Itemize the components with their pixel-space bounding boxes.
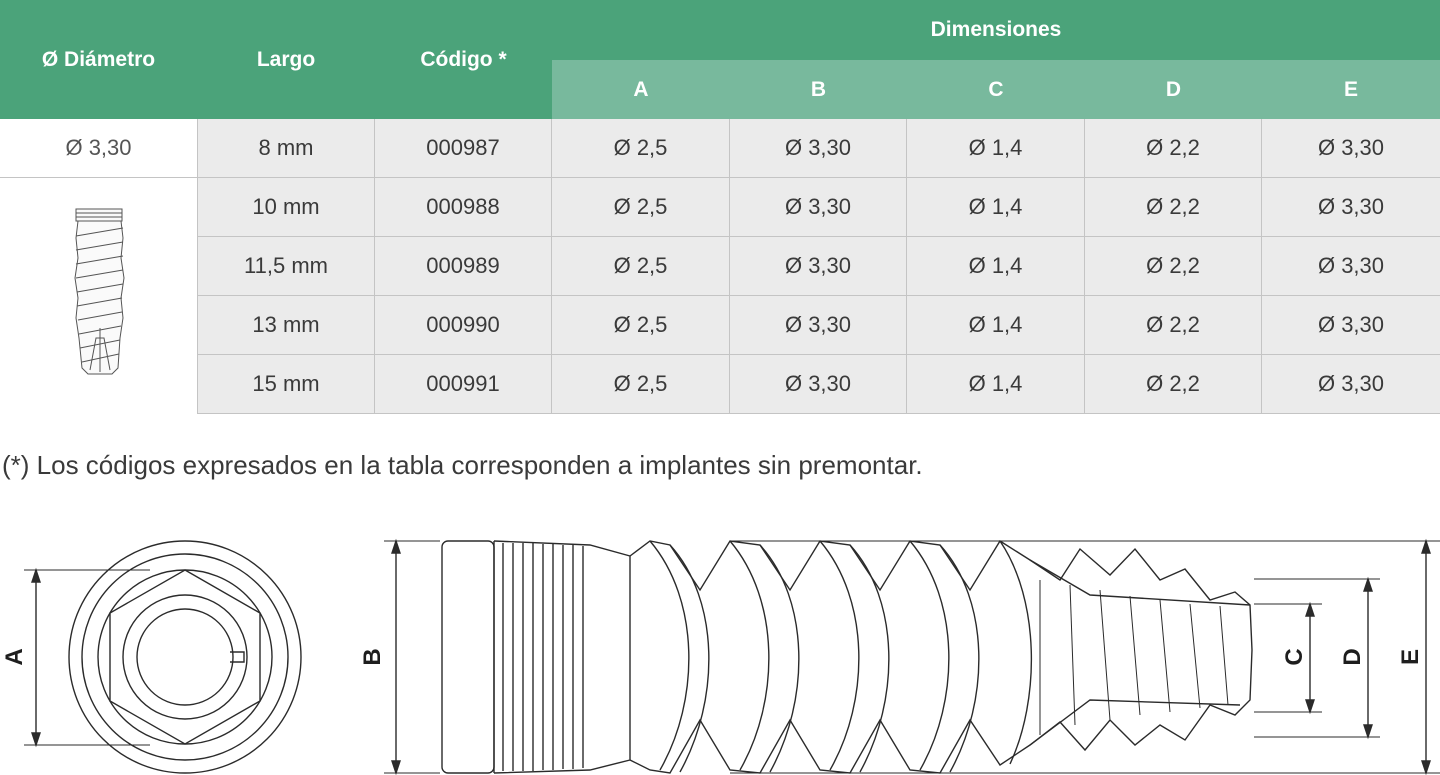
- cell-dim-d: Ø 2,2: [1085, 296, 1262, 355]
- header-codigo: Código *: [375, 0, 552, 119]
- cell-dim-d: Ø 2,2: [1085, 178, 1262, 237]
- dim-label-b: B: [359, 648, 386, 666]
- header-dim-e: E: [1262, 60, 1440, 119]
- cell-largo: 8 mm: [197, 119, 375, 178]
- cell-dim-a: Ø 2,5: [552, 178, 730, 237]
- cell-largo: 10 mm: [197, 178, 375, 237]
- cell-dim-c: Ø 1,4: [907, 178, 1085, 237]
- cell-dim-b: Ø 3,30: [730, 296, 907, 355]
- dim-label-e: E: [1397, 648, 1424, 666]
- cell-dim-d: Ø 2,2: [1085, 237, 1262, 296]
- cell-dim-d: Ø 2,2: [1085, 355, 1262, 414]
- dim-label-a: A: [1, 648, 28, 666]
- cell-dim-a: Ø 2,5: [552, 296, 730, 355]
- cell-dim-c: Ø 1,4: [907, 119, 1085, 178]
- header-largo: Largo: [197, 0, 375, 119]
- header-dim-c: C: [907, 60, 1085, 119]
- cell-dim-c: Ø 1,4: [907, 355, 1085, 414]
- cell-dim-e: Ø 3,30: [1262, 296, 1440, 355]
- cell-dim-a: Ø 2,5: [552, 355, 730, 414]
- cell-dim-c: Ø 1,4: [907, 237, 1085, 296]
- cell-dim-e: Ø 3,30: [1262, 237, 1440, 296]
- header-dim-a: A: [552, 60, 730, 119]
- cell-dim-e: Ø 3,30: [1262, 355, 1440, 414]
- footnote: (*) Los códigos expresados en la tabla corresponden a implantes sin premontar.: [2, 450, 923, 480]
- cell-largo: 11,5 mm: [197, 237, 375, 296]
- cell-dim-c: Ø 1,4: [907, 296, 1085, 355]
- cell-codigo: 000990: [375, 296, 552, 355]
- cell-dim-b: Ø 3,30: [730, 119, 907, 178]
- header-dim-d: D: [1085, 60, 1262, 119]
- cell-codigo: 000989: [375, 237, 552, 296]
- dim-label-c: C: [1281, 648, 1308, 666]
- cell-dim-e: Ø 3,30: [1262, 178, 1440, 237]
- cell-dim-e: Ø 3,30: [1262, 119, 1440, 178]
- cell-codigo: 000987: [375, 119, 552, 178]
- dim-label-d: D: [1339, 648, 1366, 666]
- header-dimensiones: Dimensiones: [552, 0, 1440, 60]
- header-dim-b: B: [730, 60, 907, 119]
- top-view-drawing: [24, 541, 301, 773]
- cell-codigo: 000988: [375, 178, 552, 237]
- cell-dim-a: Ø 2,5: [552, 119, 730, 178]
- cell-dim-a: Ø 2,5: [552, 237, 730, 296]
- cell-dim-b: Ø 3,30: [730, 237, 907, 296]
- cell-largo: 13 mm: [197, 296, 375, 355]
- cell-dim-d: Ø 2,2: [1085, 119, 1262, 178]
- header-diametro: Ø Diámetro: [0, 0, 197, 119]
- cell-largo: 15 mm: [197, 355, 375, 414]
- cell-dim-b: Ø 3,30: [730, 355, 907, 414]
- diametro-value: Ø 3,30: [0, 119, 197, 178]
- cell-codigo: 000991: [375, 355, 552, 414]
- cell-dim-b: Ø 3,30: [730, 178, 907, 237]
